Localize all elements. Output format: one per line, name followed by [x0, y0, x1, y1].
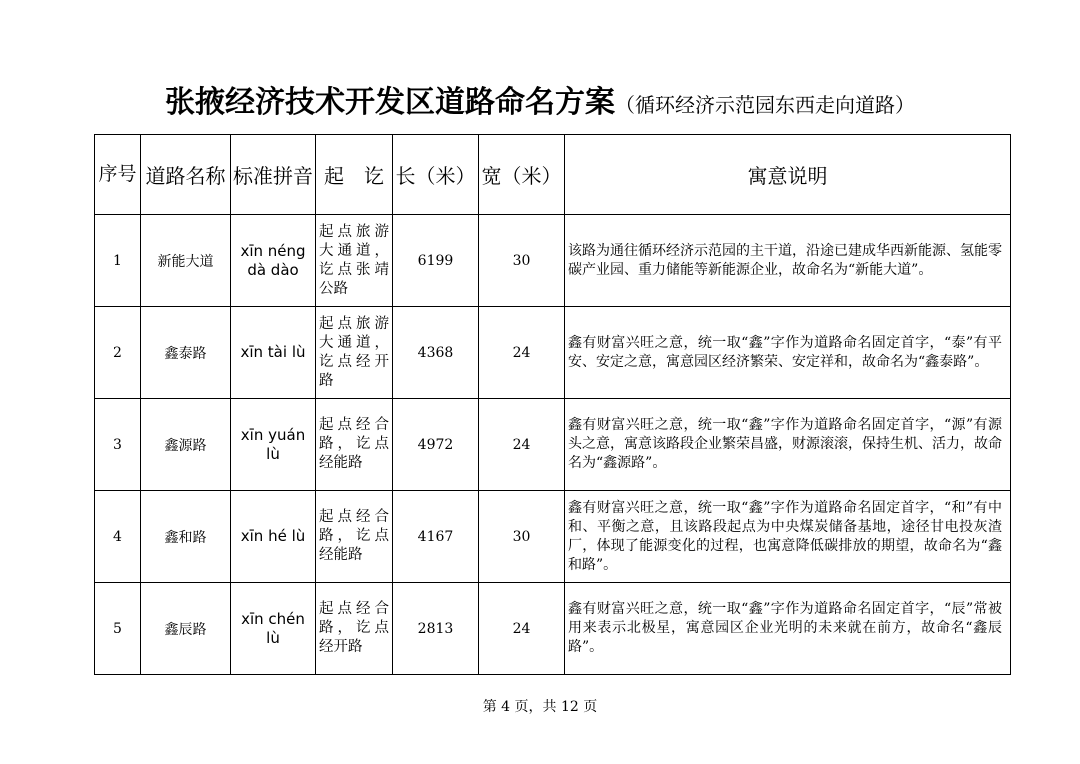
cell-range: 起点经合路，讫点经能路 — [316, 491, 393, 583]
page-footer: 第 4 页，共 12 页 — [482, 699, 598, 715]
cell-road-name: 鑫泰路 — [141, 307, 231, 399]
cell-width: 24 — [479, 583, 565, 675]
header-length: 长（米） — [393, 135, 479, 215]
cell-pinyin: xīn hé lù — [231, 491, 316, 583]
table-row — [95, 399, 1011, 491]
cell-meaning: 鑫有财富兴旺之意，统一取“鑫”字作为道路命名固定首字，“泰”有平安、安定之意，寓意园区经济繁荣、安定祥和，故命名为“鑫泰路”。 — [565, 307, 1011, 399]
cell-range: 起点经合路，讫点经开路 — [316, 583, 393, 675]
cell-seq: 5 — [95, 583, 141, 675]
table-header-row — [95, 135, 1011, 215]
cell-road-name: 鑫和路 — [141, 491, 231, 583]
title-main: 张掖经济技术开发区道路命名方案 — [165, 85, 615, 120]
cell-pinyin: xīn tài lù — [231, 307, 316, 399]
road-naming-table — [94, 134, 1011, 675]
cell-road-name: 鑫辰路 — [141, 583, 231, 675]
table-row — [95, 491, 1011, 583]
table-row — [95, 215, 1011, 307]
cell-width: 24 — [479, 307, 565, 399]
cell-pinyin: xīn yuán lù — [231, 399, 316, 491]
cell-range: 起点经合路，讫点经能路 — [316, 399, 393, 491]
cell-pinyin: xīn chén lù — [231, 583, 316, 675]
header-range: 起 讫 — [316, 135, 393, 215]
cell-length: 4972 — [393, 399, 479, 491]
header-width: 宽（米） — [479, 135, 565, 215]
cell-range: 起点旅游大通道，讫点张靖公路 — [316, 215, 393, 307]
cell-length: 4167 — [393, 491, 479, 583]
table-row — [95, 307, 1011, 399]
header-seq: 序号 — [95, 135, 141, 215]
cell-meaning: 鑫有财富兴旺之意，统一取“鑫”字作为道路命名固定首字，“源”有源头之意，寓意该路段企业繁荣昌盛，财源滚滚，保持生机、活力，故命名为“鑫源路”。 — [565, 399, 1011, 491]
cell-length: 4368 — [393, 307, 479, 399]
cell-width: 30 — [479, 215, 565, 307]
cell-width: 30 — [479, 491, 565, 583]
document-title — [0, 86, 1080, 124]
cell-seq: 3 — [95, 399, 141, 491]
header-meaning: 寓意说明 — [565, 135, 1011, 215]
cell-meaning: 鑫有财富兴旺之意，统一取“鑫”字作为道路命名固定首字，“辰”常被用来表示北极星，寓意园区企业光明的未来就在前方，故命名“鑫辰路”。 — [565, 583, 1011, 675]
title-subtitle: （循环经济示范园东西走向道路） — [615, 93, 915, 117]
table-row — [95, 583, 1011, 675]
cell-width: 24 — [479, 399, 565, 491]
cell-road-name: 新能大道 — [141, 215, 231, 307]
cell-seq: 1 — [95, 215, 141, 307]
header-road-name: 道路名称 — [141, 135, 231, 215]
cell-seq: 4 — [95, 491, 141, 583]
cell-seq: 2 — [95, 307, 141, 399]
cell-road-name: 鑫源路 — [141, 399, 231, 491]
cell-range: 起点旅游大通道，讫点经开路 — [316, 307, 393, 399]
cell-length: 2813 — [393, 583, 479, 675]
cell-pinyin: xīn néng dà dào — [231, 215, 316, 307]
cell-length: 6199 — [393, 215, 479, 307]
header-pinyin: 标准拼音 — [231, 135, 316, 215]
cell-meaning: 鑫有财富兴旺之意，统一取“鑫”字作为道路命名固定首字，“和”有中和、平衡之意，且该路段起点为中央煤炭储备基地，途径甘电投灰渣厂，体现了能源变化的过程，也寓意降低碳排放的期望，故命名为“鑫和路”。 — [565, 491, 1011, 583]
cell-meaning: 该路为通往循环经济示范园的主干道，沿途已建成华西新能源、氢能零碳产业园、重力储能等新能源企业，故命名为“新能大道”。 — [565, 215, 1011, 307]
